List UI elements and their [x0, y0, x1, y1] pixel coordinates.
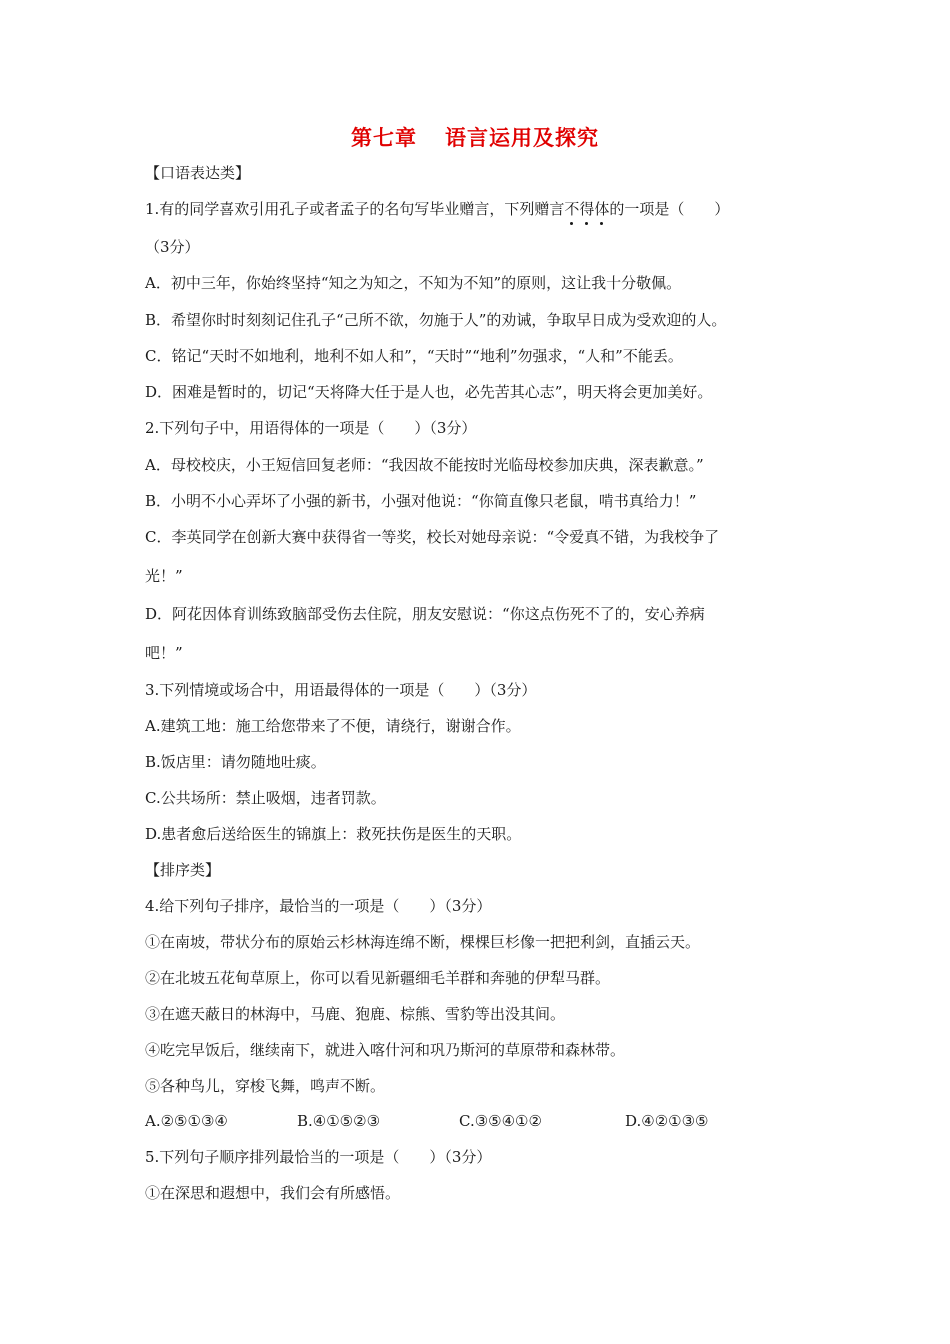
emphasis-character: 得 [579, 200, 595, 218]
question-4-option-c: C.③⑤④①② [459, 1112, 542, 1130]
question-4-options [145, 1111, 709, 1131]
question-4-sentence-5: ⑤各种鸟儿，穿梭飞舞，鸣声不断。 [145, 1077, 386, 1095]
emphasis-character: 体 [594, 200, 610, 218]
question-4-sentence-2: ②在北坡五花甸草原上，你可以看见新疆细毛羊群和奔驰的伊犁马群。 [145, 969, 611, 987]
question-1-option-c: C．铭记“天时不如地利，地利不如人和”，“天时”“地利”勿强求，“人和”不能丢。 [145, 347, 683, 365]
question-4-sentence-4: ④吃完早饭后，继续南下，就进入喀什河和巩乃斯河的草原带和森林带。 [145, 1041, 626, 1059]
question-2-option-c-continued: 光！” [145, 567, 183, 585]
question-1-option-d: D．困难是暂时的，切记“天将降大任于是人也，必先苦其心志”，明天将会更加美好。 [145, 383, 713, 401]
chapter-title [0, 122, 950, 152]
question-3-stem: 3.下列情境或场合中，用语最得体的一项是（ ）（3分） [145, 681, 537, 699]
question-1-stem-text: 1.有的同学喜欢引用孔子或者孟子的名句写毕业赠言，下列赠言 [145, 200, 565, 218]
question-3-option-c: C.公共场所：禁止吸烟，违者罚款。 [145, 789, 386, 807]
question-4-option-d: D.④②①③⑤ [625, 1112, 709, 1130]
emphasis-character: 不 [564, 200, 580, 218]
question-5-sentence-1: ①在深思和遐想中，我们会有所感悟。 [145, 1184, 401, 1202]
question-2-option-d-continued: 吧！” [145, 644, 183, 662]
chapter-number: 第七章 [351, 126, 417, 150]
question-1-score: （3分） [145, 238, 200, 256]
question-1-option-a: A．初中三年，你始终坚持“知之为知之，不知为不知”的原则，这让我十分敬佩。 [145, 274, 682, 292]
question-1-stem [145, 199, 729, 219]
question-4-sentence-3: ③在遮天蔽日的林海中，马鹿、狍鹿、棕熊、雪豹等出没其间。 [145, 1005, 566, 1023]
question-3-option-a: A.建筑工地：施工给您带来了不便，请绕行，谢谢合作。 [145, 717, 521, 735]
question-2-option-a: A．母校校庆，小王短信回复老师：“我因故不能按时光临母校参加庆典，深表歉意。” [145, 456, 704, 474]
question-4-sentence-1: ①在南坡，带状分布的原始云杉林海连绵不断，棵棵巨杉像一把把利剑，直插云天。 [145, 933, 701, 951]
question-1-stem-end: 的一项是（ ） [609, 200, 730, 218]
question-1-option-b: B．希望你时时刻刻记住孔子“己所不欲，勿施于人”的劝诫，争取早日成为受欢迎的人。 [145, 311, 727, 329]
section-heading-oral: 【口语表达类】 [145, 164, 251, 182]
question-4-option-a: A.②⑤①③④ [145, 1112, 228, 1130]
question-3-option-b: B.饭店里：请勿随地吐痰。 [145, 753, 326, 771]
question-2-option-b: B．小明不小心弄坏了小强的新书，小强对他说：“你简直像只老鼠，啃书真给力！” [145, 492, 697, 510]
section-heading-order: 【排序类】 [145, 861, 221, 879]
question-4-option-b: B.④①⑤②③ [297, 1112, 381, 1130]
question-4-stem: 4.给下列句子排序，最恰当的一项是（ ）（3分） [145, 897, 492, 915]
chapter-name: 语言运用及探究 [445, 126, 599, 150]
question-2-stem: 2.下列句子中，用语得体的一项是（ ）（3分） [145, 419, 477, 437]
question-2-option-c: C．李英同学在创新大赛中获得省一等奖，校长对她母亲说：“令爱真不错，为我校争了 [145, 528, 720, 546]
question-5-stem: 5.下列句子顺序排列最恰当的一项是（ ）（3分） [145, 1148, 492, 1166]
question-3-option-d: D.患者愈后送给医生的锦旗上：救死扶伤是医生的天职。 [145, 825, 522, 843]
question-2-option-d: D．阿花因体育训练致脑部受伤去住院，朋友安慰说：“你这点伤死不了的，安心养病 [145, 605, 705, 623]
question-1-emphasis [564, 200, 609, 218]
